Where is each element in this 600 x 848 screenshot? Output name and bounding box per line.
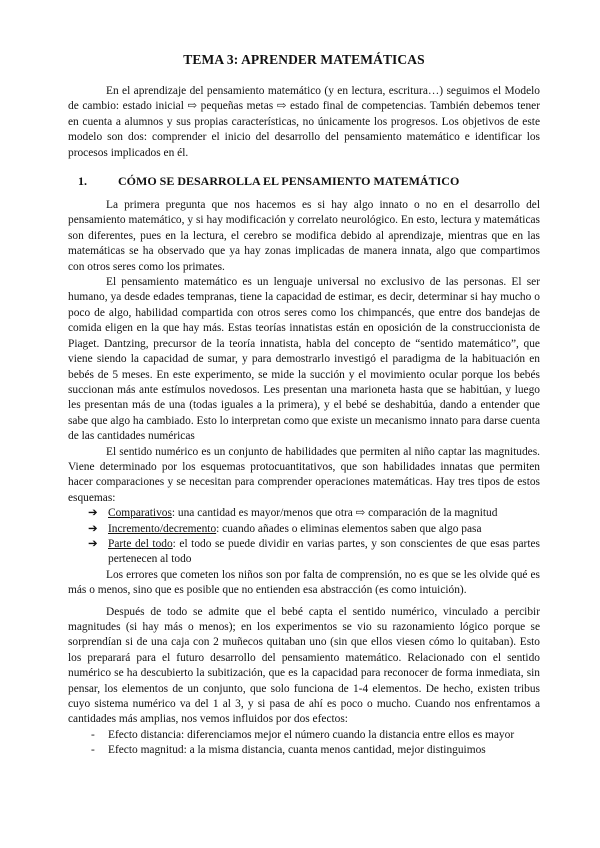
dash-bullet-icon: - [91, 744, 95, 757]
arrow-bullet-icon: ➔ [88, 522, 98, 535]
page-content [68, 52, 540, 759]
paragraph-innate: La primera pregunta que nos hacemos es si hay algo innato o no en el desarrollo del pensamiento matemático, y si hay modificación y correlato neurológico. En esto, lectura y matemáticas son diferentes, pues en la lectura, el cerebro se modifica debido al aprendizaje, mientras que en las matemáticas se ha observado que ya hay zonas implicadas de manera innata, algo que compartimos con otros seres como los primates. [68, 199, 540, 273]
effect-text: Efecto magnitud: a la misma distancia, cuanta menos cantidad, mejor distinguimos [108, 744, 486, 757]
list-item [68, 743, 540, 758]
schemes-list [68, 506, 540, 568]
intro-paragraph: En el aprendizaje del pensamiento matemático (y en lectura, escritura…) seguimos el Modelo de cambio: estado inicial ⇨ pequeñas metas ⇨ estado final de competencias. También debemos tener en cuenta a alumnos y sus propias características, no únicamente los progresos. Los objetivos de este modelo son dos: comprender el inicio del desarrollo del pensamiento matemático e identificar los procesos implicados en él. [68, 85, 540, 159]
arrow-bullet-icon: ➔ [88, 537, 98, 550]
document-title: TEMA 3: APRENDER MATEMÁTICAS [183, 52, 425, 67]
scheme-text: : el todo se puede dividir en varias partes, y son conscientes de que esas partes pertenecen al todo [108, 537, 540, 566]
paragraph-number-sense: El sentido numérico es un conjunto de habilidades que permiten al niño captar las magnitudes. Viene determinado por los esquemas protocuantitativos, que son habilidades innatas que permiten hacer comparaciones y se necesitan para comprender operaciones matemáticas. Hay tres tipos de estos esquemas: [68, 445, 540, 504]
list-item [68, 522, 540, 537]
paragraph-universal-language: El pensamiento matemático es un lenguaje universal no exclusivo de las personas. El ser humano, ya desde edades tempranas, tiene la capacidad de estimar, es decir, determinar si hay mucho o poco de algo, habilidad compartida con otros seres como los chimpancés, que entre dos bandejas de comida eligen en la que hay más. Estas teorías innatistas están en oposición de la construccionista de Piaget. Dantzing, precursor de la teoría innatista, habla del concepto de “sentido matemático”, que viene siendo la capacidad de sumar, y para demostrarlo investigó el paradigma de la habituación en bebés de 5 meses. En este experimento, se mide la succión y el movimiento ocular porque los bebés succionan más ante estímulos novedosos. Les presentan una marioneta hasta que se habitúan, y luego les presentan más de una (todas iguales a la primera), y el bebé se deshabitúa, dando a entender que sabe que algo ha cambiado. Esto lo interpretan como que existe un mecanismo innato para darse cuenta de las cantidades numéricas [68, 276, 540, 443]
dash-bullet-icon: - [91, 728, 95, 741]
section-heading [68, 174, 540, 189]
scheme-text: : una cantidad es mayor/menos que otra ⇨ comparación de la magnitud [171, 507, 498, 520]
section-number: 1. [78, 174, 87, 189]
effects-list [68, 728, 540, 759]
scheme-term: Incremento/decremento [108, 522, 217, 535]
list-item [68, 728, 540, 743]
scheme-text: : cuando añades o eliminas elementos saben que algo pasa [216, 522, 482, 535]
section-title: CÓMO SE DESARROLLA EL PENSAMIENTO MATEMÁTICO [118, 174, 460, 189]
list-item [68, 506, 540, 521]
arrow-bullet-icon: ➔ [88, 507, 98, 520]
scheme-term: Comparativos [108, 507, 172, 520]
effect-text: Efecto distancia: diferenciamos mejor el número cuando la distancia entre ellos es mayor [108, 728, 515, 741]
paragraph-errors: Los errores que cometen los niños son por falta de comprensión, no es que se les olvide qué es más o menos, sino que es posible que no entienden esa abstracción (es como intuición). [68, 568, 540, 597]
list-item [68, 537, 540, 568]
scheme-term: Parte del todo [108, 537, 173, 550]
paragraph-subitization: Después de todo se admite que el bebé capta el sentido numérico, vinculado a percibir magnitudes (si hay más o menos); en los experimentos se vio su razonamiento lógico porque se sorprendían si de una caja con 2 muñecos quitaban uno (sin que ellos viesen cómo lo quitaban). Esto los preparará para el futuro desarrollo del pensamiento matemático. Relacionado con el sentido numérico se ha descubierto la subitización, que es la capacidad para reconocer de forma inmediata, sin pensar, los elementos de un conjunto, que solo funciona de 1-4 elementos. De hecho, existen tribus cuyo sistema numérico va del 1 al 3, y si pasa de ahí es poco o mucho. Cuando nos enfrentamos a cantidades más amplias, nos vemos influidos por dos efectos: [68, 605, 540, 726]
